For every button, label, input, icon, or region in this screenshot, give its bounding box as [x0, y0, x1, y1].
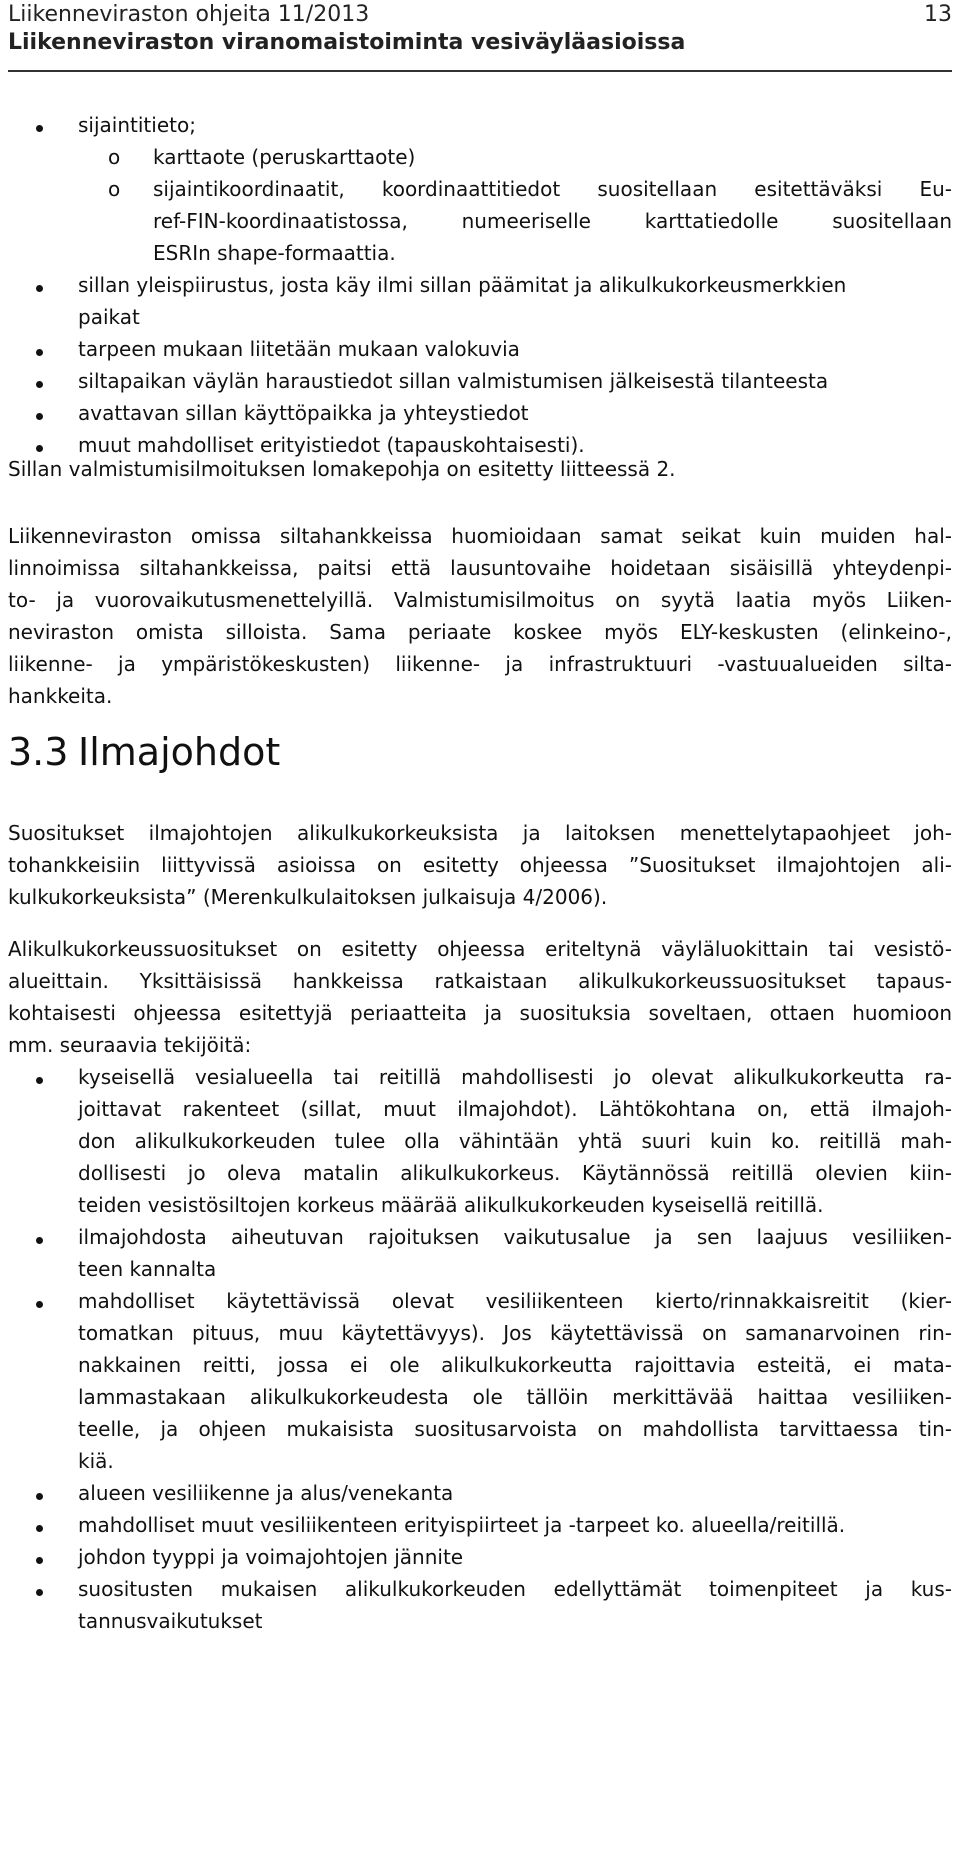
list-item — [8, 1573, 952, 1637]
page-number: 13 — [924, 2, 952, 27]
bullet-icon — [36, 1589, 43, 1596]
list-item-text: siltapaikan väylän haraustiedot sillan valmistumisen jälkeisestä tilanteesta — [78, 369, 829, 393]
paragraph — [8, 520, 952, 712]
sub-bullet-marker: o — [108, 145, 121, 169]
page-header — [8, 0, 952, 74]
sub-list-item-text: karttaote (peruskarttaote) — [153, 145, 416, 169]
paragraph — [8, 933, 952, 1061]
list-item — [8, 1477, 952, 1509]
list-item-text: johdon tyyppi ja voimajohtojen jännite — [78, 1545, 464, 1569]
text-line: ref-FIN-koordinaatistossa, numeeriselle karttatiedolle suositellaan — [153, 209, 952, 233]
text-line: linnoimissa siltahankkeissa, paitsi että lausuntovaihe hoidetaan sisäisillä yhteydenpi- — [8, 556, 952, 580]
list-item-text: sijaintitieto; — [78, 113, 196, 137]
section-number: 3.3 — [8, 730, 69, 774]
list-item — [8, 109, 952, 141]
text-line: suositusten mukaisen alikulkukorkeuden edellyttämät toimenpiteet ja kus- — [78, 1577, 952, 1601]
text-line: tohankkeisiin liittyvissä asioissa on esitetty ohjeessa ”Suositukset ilmajohtojen ali- — [8, 853, 952, 877]
bullet-icon — [36, 125, 43, 132]
section-heading — [8, 730, 280, 774]
list-item-text: mahdolliset muut vesiliikenteen erityispiirteet ja -tarpeet ko. alueella/reitillä. — [78, 1513, 846, 1537]
text-line: teelle, ja ohjeen mukaisista suositusarvoista on mahdollista tarvittaessa tin- — [78, 1417, 952, 1441]
sub-list-item — [8, 141, 952, 173]
section-title: Ilmajohdot — [78, 730, 281, 774]
paragraph — [8, 817, 952, 913]
bullet-icon — [36, 1557, 43, 1564]
list-item — [8, 1541, 952, 1573]
text-line: dollisesti jo oleva matalin alikulkukorkeus. Käytännössä reitillä olevien kiin- — [78, 1161, 952, 1185]
header-divider — [8, 70, 952, 72]
bullet-icon — [36, 285, 43, 292]
text-line: mahdolliset käytettävissä olevat vesiliikenteen kierto/rinnakkaisreitit (kier- — [78, 1289, 952, 1313]
bullet-icon — [36, 1077, 43, 1084]
bullet-icon — [36, 1525, 43, 1532]
list-item-text: tarpeen mukaan liitetään mukaan valokuvia — [78, 337, 520, 361]
list-item-text: muut mahdolliset erityistiedot (tapauskohtaisesti). — [78, 433, 585, 457]
text-line: ilmajohdosta aiheutuvan rajoituksen vaikutusalue ja sen laajuus vesiliiken- — [78, 1225, 952, 1249]
text-line: Suositukset ilmajohtojen alikulkukorkeuksista ja laitoksen menettelytapaohjeet joh- — [8, 821, 952, 845]
list-item — [8, 1285, 952, 1477]
text-line: Alikulkukorkeussuositukset on esitetty ohjeessa eriteltynä väyläluokittain tai vesistö- — [8, 937, 952, 961]
text-line: kyseisellä vesialueella tai reitillä mahdollisesti jo olevat alikulkukorkeutta ra- — [78, 1065, 952, 1089]
text-line: neviraston omista silloista. Sama periaate koskee myös ELY-keskusten (elinkeino-, — [8, 620, 952, 644]
paragraph — [8, 453, 952, 485]
text-line: paikat — [78, 305, 140, 329]
text-line: mm. seuraavia tekijöitä: — [8, 1033, 252, 1057]
text-line: nakkainen reitti, jossa ei ole alikulkukorkeutta rajoittavia esteitä, ei mata- — [78, 1353, 952, 1377]
list-item-text: alueen vesiliikenne ja alus/venekanta — [78, 1481, 454, 1505]
factor-list — [8, 1061, 952, 1637]
bullet-icon — [36, 1493, 43, 1500]
text-line: hankkeita. — [8, 684, 113, 708]
text-line: don alikulkukorkeuden tulee olla vähintään yhtä suuri kuin ko. reitillä mah- — [78, 1129, 952, 1153]
text-line: kulkukorkeuksista” (Merenkulkulaitoksen julkaisuja 4/2006). — [8, 885, 608, 909]
list-item — [8, 1509, 952, 1541]
bullet-icon — [36, 381, 43, 388]
text-line: liikenne- ja ympäristökeskusten) liikenne- ja infrastruktuuri -vastuualueiden silta- — [8, 652, 952, 676]
list-item — [8, 269, 952, 333]
list-item — [8, 397, 952, 429]
bullet-icon — [36, 445, 43, 452]
publication-series: Liikenneviraston ohjeita 11/2013 — [8, 2, 370, 27]
text-line: ESRIn shape-formaattia. — [153, 241, 396, 265]
text-line: tannusvaikutukset — [78, 1609, 263, 1633]
text-line: alueittain. Yksittäisissä hankkeissa ratkaistaan alikulkukorkeussuositukset tapaus- — [8, 969, 952, 993]
list-item — [8, 1221, 952, 1285]
attachment-list — [8, 109, 952, 461]
sub-bullet-marker: o — [108, 177, 121, 201]
list-item — [8, 333, 952, 365]
bullet-icon — [36, 413, 43, 420]
text-line: joittavat rakenteet (sillat, muut ilmajohdot). Lähtökohtana on, että ilmajoh- — [78, 1097, 952, 1121]
text-line: to- ja vuorovaikutusmenettelyillä. Valmistumisilmoitus on syytä laatia myös Liiken- — [8, 588, 952, 612]
text-line: tomatkan pituus, muu käytettävyys). Jos käytettävissä on samanarvoinen rin- — [78, 1321, 952, 1345]
sub-list-item — [8, 173, 952, 269]
text-line: sijaintikoordinaatit, koordinaattitiedot suositellaan esitettäväksi Eu- — [153, 177, 952, 201]
text-line: kiä. — [78, 1449, 114, 1473]
text-line: teiden vesistösiltojen korkeus määrää alikulkukorkeuden kyseisellä reitillä. — [78, 1193, 824, 1217]
text-line: sillan yleispiirustus, josta käy ilmi sillan päämitat ja alikulkukorkeusmerkkien — [78, 273, 847, 297]
list-item — [8, 1061, 952, 1221]
text-line: lammastakaan alikulkukorkeudesta ole tällöin merkittävää haittaa vesiliiken- — [78, 1385, 952, 1409]
list-item-text: avattavan sillan käyttöpaikka ja yhteystiedot — [78, 401, 529, 425]
text-line: teen kannalta — [78, 1257, 217, 1281]
bullet-icon — [36, 349, 43, 356]
bullet-icon — [36, 1237, 43, 1244]
list-item — [8, 365, 952, 397]
text-line: Liikenneviraston omissa siltahankkeissa huomioidaan samat seikat kuin muiden hal- — [8, 524, 952, 548]
bullet-icon — [36, 1301, 43, 1308]
text-line: kohtaisesti ohjeessa esitettyjä periaatteita ja suosituksia soveltaen, ottaen huomioon — [8, 1001, 952, 1025]
text-line: Sillan valmistumisilmoituksen lomakepohja on esitetty liitteessä 2. — [8, 457, 676, 481]
document-title: Liikenneviraston viranomaistoiminta vesiväyläasioissa — [8, 30, 686, 55]
